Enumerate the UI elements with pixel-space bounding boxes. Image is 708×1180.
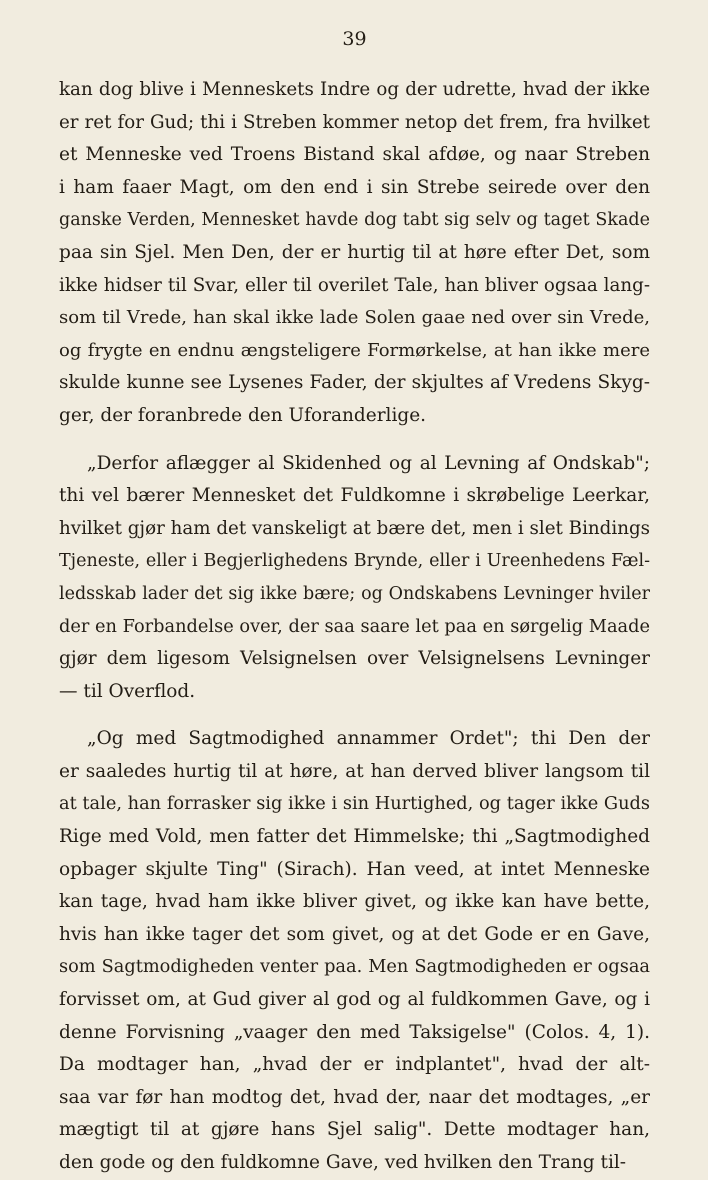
text-line: gjør dem ligesom Velsignelsen over Velsignelsens Levninger — [59, 648, 650, 670]
text-line: at tale, han forrasker sig ikke i sin Hurtighed, og tager ikke Guds — [59, 794, 650, 815]
text-line: skulde kunne see Lysenes Fader, der skjultes af Vredens Skyg- — [59, 372, 650, 394]
text-line: Da modtager han, „hvad der er indplantet", hvad der alt- — [59, 1054, 650, 1076]
text-body — [59, 74, 650, 1180]
paragraph-gap — [59, 433, 650, 448]
text-line: og frygte en endnu ængsteligere Formørkelse, at han ikke mere — [59, 339, 650, 361]
text-line: — til Overflod. — [59, 680, 196, 702]
text-line: „Og med Sagtmodighed annammer Ordet"; thi Den der — [87, 728, 650, 750]
text-line: er ret for Gud; thi i Streben kommer netop det frem, fra hvilket — [59, 111, 650, 133]
text-line: Rige med Vold, men fatter det Himmelske; thi „Sagtmodighed — [59, 826, 650, 848]
paragraph — [59, 74, 650, 433]
text-line: Tjeneste, eller i Begjerlighedens Brynde, eller i Ureenhedens Fæl- — [59, 551, 650, 572]
text-line: som Sagtmodigheden venter paa. Men Sagtmodigheden er ogsaa — [59, 957, 650, 978]
text-line: hvilket gjør ham det vanskeligt at bære det, men i slet Bindings — [59, 517, 650, 539]
paragraph — [59, 723, 650, 1179]
text-line: „Derfor aflægger al Skidenhed og al Levning af Ondskab"; — [87, 452, 650, 474]
page-number: 39 — [342, 28, 367, 50]
text-line: den gode og den fuldkomne Gave, ved hvilken den Trang til- — [59, 1152, 627, 1173]
text-line: opbager skjulte Ting" (Sirach). Han veed, at intet Menneske — [59, 858, 650, 880]
paragraph — [59, 448, 650, 709]
text-line: paa sin Sjel. Men Den, der er hurtig til at høre efter Det, som — [59, 241, 650, 263]
text-line: ledsskab lader det sig ikke bære; og Ondskabens Levninger hviler — [59, 583, 650, 604]
text-line: kan dog blive i Menneskets Indre og der udrette, hvad der ikke — [59, 79, 650, 100]
text-line: ikke hidser til Svar, eller til overilet Tale, han bliver ogsaa lang- — [59, 274, 650, 296]
text-line: ger, der foranbrede den Uforanderlige. — [59, 404, 427, 426]
text-line: er saaledes hurtig til at høre, at han derved bliver langsom til — [59, 760, 650, 782]
text-line: hvis han ikke tager det som givet, og at det Gode er en Gave, — [59, 923, 650, 945]
text-line: mægtigt til at gjøre hans Sjel salig". Dette modtager han, — [59, 1119, 650, 1141]
text-line: denne Forvisning „vaager den med Taksigelse" (Colos. 4, 1). — [59, 1021, 650, 1043]
text-line: et Menneske ved Troens Bistand skal afdøe, og naar Streben — [59, 144, 650, 166]
text-line: kan tage, hvad ham ikke bliver givet, og ikke kan have bette, — [59, 891, 650, 913]
paragraph-gap — [59, 708, 650, 723]
text-line: i ham faaer Magt, om den end i sin Strebe seirede over den — [59, 176, 650, 198]
text-line: der en Forbandelse over, der saa saare let paa en sørgelig Maade — [59, 616, 650, 637]
text-line: forvisset om, at Gud giver al god og al fuldkommen Gave, og i — [59, 989, 650, 1011]
text-line: saa var før han modtog det, hvad der, naar det modtages, „er — [59, 1086, 650, 1108]
text-line: thi vel bærer Mennesket det Fuldkomne i skrøbelige Leerkar, — [59, 485, 650, 507]
text-line: ganske Verden, Mennesket havde dog tabt sig selv og taget Skade — [59, 210, 650, 231]
text-line: som til Vrede, han skal ikke lade Solen gaae ned over sin Vrede, — [59, 307, 650, 329]
